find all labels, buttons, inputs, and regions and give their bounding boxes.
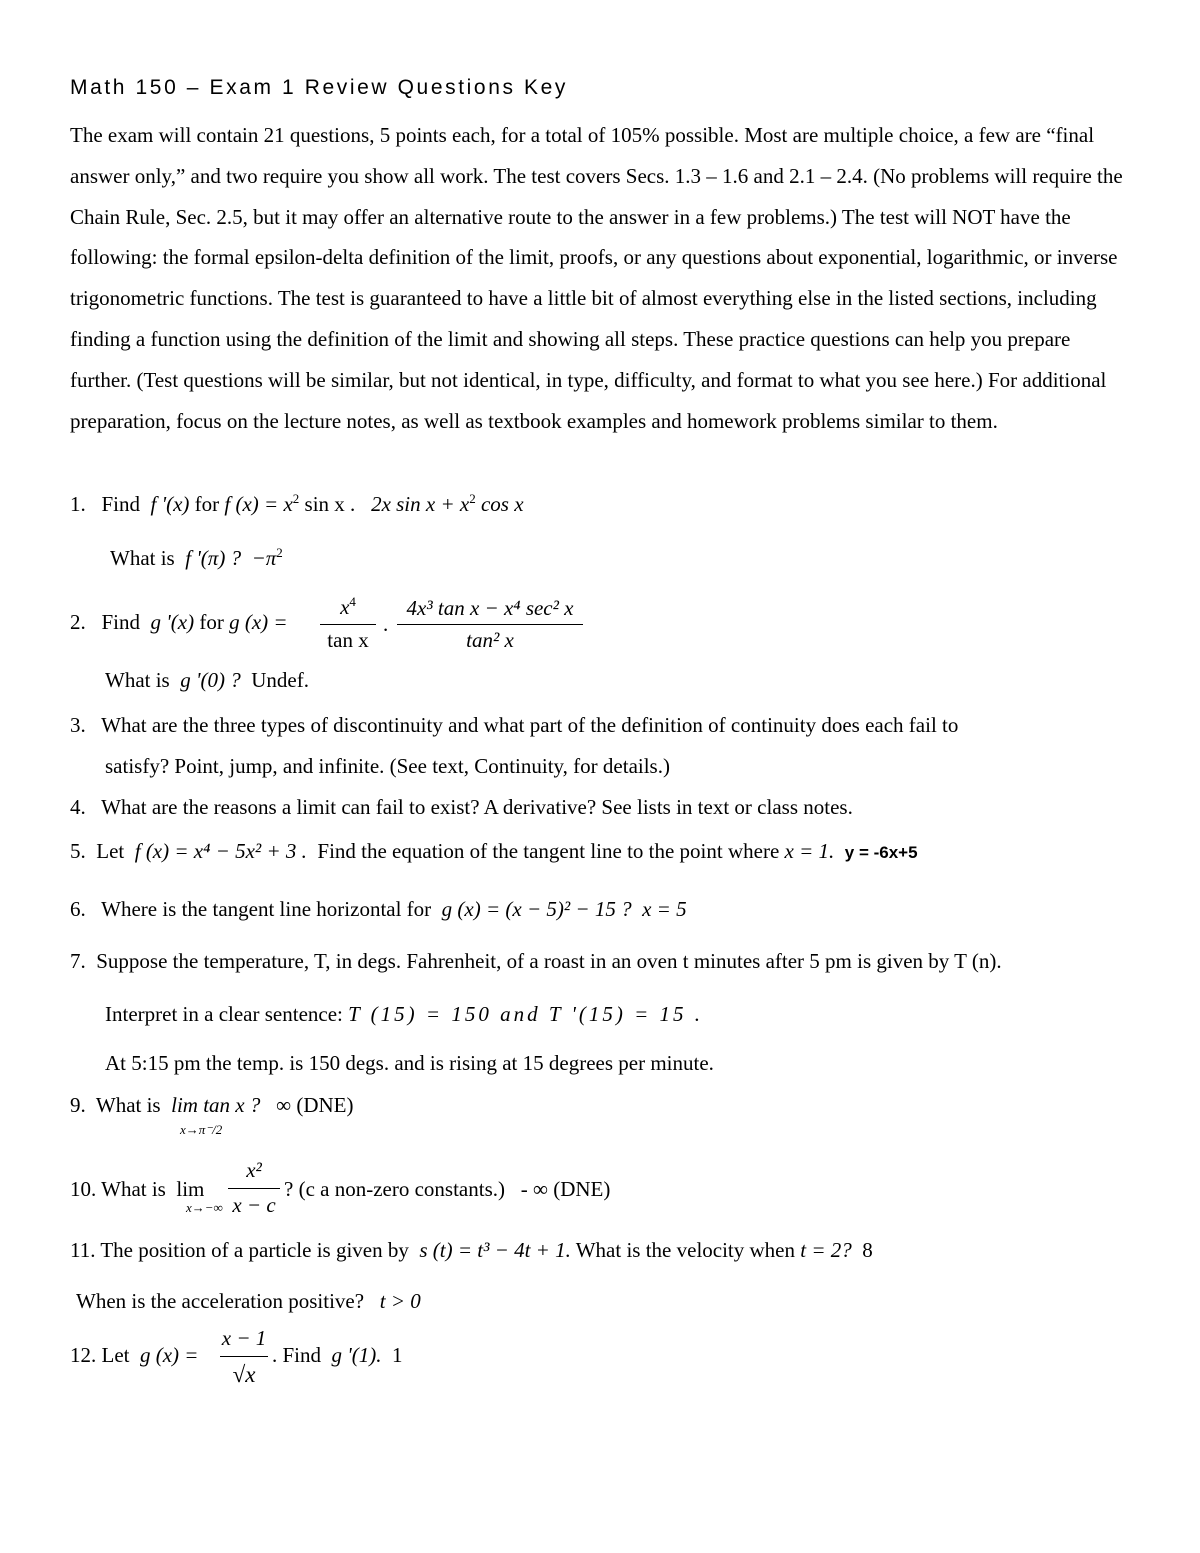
answer-text: ∞ (DNE) <box>276 1093 354 1117</box>
question-7-interpret: Interpret in a clear sentence: T (15) = 150 and T '(15) = 15 . <box>105 1002 704 1026</box>
question-2: 2. Find g '(x) for g (x) = <box>70 610 288 634</box>
fraction-denominator: √x <box>232 1362 256 1387</box>
answer-expr: y = -6x+5 <box>844 843 918 862</box>
question-7: 7. Suppose the temperature, T, in degs. Fahrenheit, of a roast in an oven t minutes after 5 pm is given by T (n). <box>70 949 1002 973</box>
question-1: 1. Find f '(x) for f $(x) = x^2$ sin x . 2x $\sin x + x^2$ cos x <box>70 491 524 516</box>
answer-expr: −π <box>251 546 277 570</box>
question-number: 4. <box>70 795 86 819</box>
answer-expr: 2x sin x + x <box>371 492 470 516</box>
fraction-denominator: tan x <box>327 628 369 652</box>
answer-text: 8 <box>862 1238 873 1262</box>
derivative-expr: f '(x) <box>150 492 190 516</box>
question-9: 9. What is lim tan x ? ∞ (DNE) <box>70 1093 354 1117</box>
answer-expr: x = 5 <box>642 897 687 921</box>
question-number: 12. <box>70 1343 97 1367</box>
question-2-sub: What is g '(0) ? Undef. <box>105 668 309 692</box>
fraction-bar <box>397 624 583 625</box>
fraction-bar <box>220 1356 268 1357</box>
question-number: 3. <box>70 713 86 737</box>
answer-text: 1 <box>392 1343 403 1367</box>
question-1-sub: What is f '(π) ? $-\pi^2$ <box>110 545 283 570</box>
fraction-denominator: x − c <box>232 1193 276 1217</box>
question-number: 11. <box>70 1238 96 1262</box>
question-for: for <box>194 492 220 516</box>
question-6: 6. Where is the tangent line horizontal for g (x) = (x − 5)² − 15 ? x = 5 <box>70 897 687 921</box>
question-number: 2. <box>70 610 86 634</box>
question-number: 6. <box>70 897 86 921</box>
fraction-numerator: x² <box>246 1158 262 1182</box>
fraction-bar <box>228 1188 280 1189</box>
question-number: 1. <box>70 492 86 516</box>
question-find: Find <box>101 492 141 516</box>
question-4: 4. What are the reasons a limit can fail to exist? A derivative? See lists in text or class notes. <box>70 795 853 819</box>
question-3-cont: satisfy? Point, jump, and infinite. (See text, Continuity, for details.) <box>105 754 670 778</box>
function-expr: f (x) = x <box>224 492 293 516</box>
answer-expr: t > 0 <box>379 1289 421 1313</box>
answer-text: - ∞ (DNE) <box>520 1177 611 1201</box>
fraction-numerator: x − 1 <box>221 1326 267 1350</box>
fraction-bar <box>320 624 376 625</box>
limit-subscript: x→−∞ <box>186 1200 223 1215</box>
question-number: 5. <box>70 839 86 863</box>
question-number: 7. <box>70 949 86 973</box>
question-10: 10. What is lim <box>70 1177 205 1201</box>
limit-subscript: x→π⁻/2 <box>180 1122 223 1137</box>
answer-numerator: 4x³ tan x − x⁴ sec² x <box>406 596 574 620</box>
question-12: 12. Let g (x) = <box>70 1343 199 1367</box>
question-7-answer: At 5:15 pm the temp. is 150 degs. and is rising at 15 degrees per minute. <box>105 1051 714 1075</box>
question-11: 11. The position of a particle is given by s (t) = t³ − 4t + 1. What is the velocity when t = 2? 8 <box>70 1238 873 1262</box>
intro-paragraph: The exam will contain 21 questions, 5 points each, for a total of 105% possible. Most are multiple choice, a few are “final answer only,” and two require you show all work. The test covers Secs. 1.3 – 1.6 and 2.1 – 2.4. (No problems will require the Chain Rule, Sec. 2.5, but it may offer an alternative route to the answer in a few problems.) The test will NOT have the following: the formal epsilon-delta definition of the limit, proofs, or any questions about exponential, logarithmic, or inverse trigonometric functions. The test is guaranteed to have a little bit of almost everything else in the listed sections, including finding a function using the definition of the limit and showing all steps. These practice questions can help you prepare further. (Test questions will be similar, but not identical, in type, difficulty, and format to what you see here.) For additional preparation, focus on the lecture notes, as well as textbook examples and homework problems similar to them. <box>70 123 1123 433</box>
question-number: 9. <box>70 1093 86 1117</box>
answer-denominator: tan² x <box>466 628 514 652</box>
question-11-sub: When is the acceleration positive? t > 0 <box>76 1289 421 1313</box>
fraction-numerator: $x^4$ <box>340 594 356 619</box>
question-3: 3. What are the three types of discontinuity and what part of the definition of continuity does each fail to <box>70 713 959 737</box>
page-title: Math 150 – Exam 1 Review Questions Key <box>70 76 568 99</box>
question-number: 10. <box>70 1177 97 1201</box>
question-5: 5. Let f (x) = x⁴ − 5x² + 3 . Find the equation of the tangent line to the point where x = 1. y = -6x+5 <box>70 839 918 863</box>
answer-text: Undef. <box>251 668 309 692</box>
